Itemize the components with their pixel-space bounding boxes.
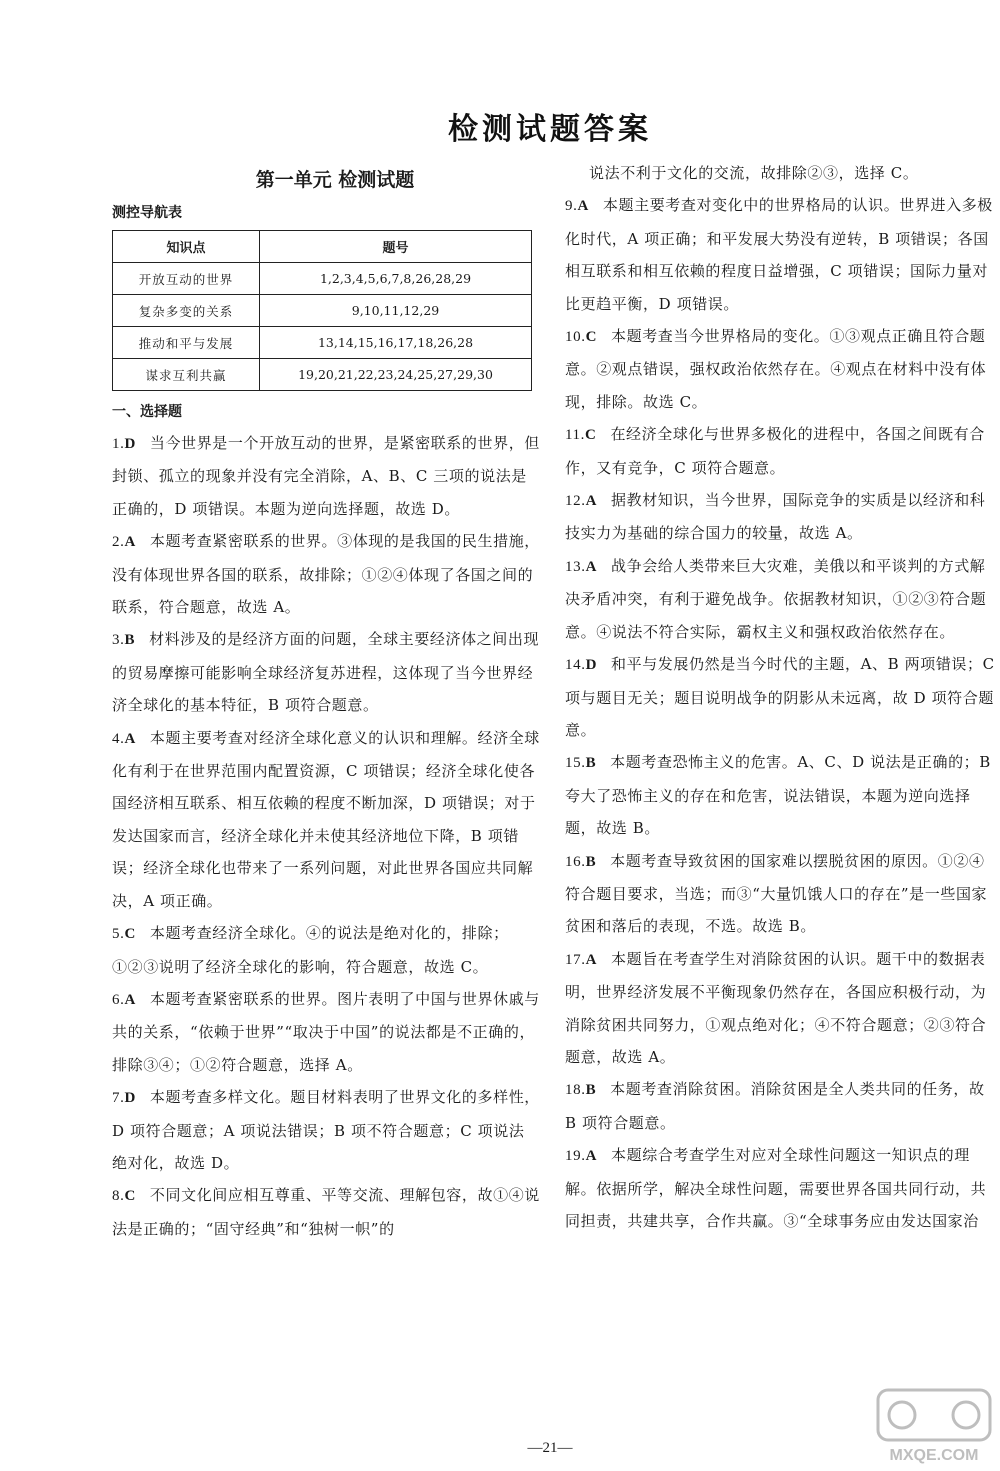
watermark-circle-shape: [953, 1402, 979, 1428]
answer-explanation: 本题主要考查对经济全球化意义的认识和理解。经济全球化有利于在世界范围内配置资源，C 项错误；经济全球化使各国经济相互联系、相互依赖的程度不断加深，D 项错误；对于发达国家而言，经济全球化并未使其经济地位下降，B 项错误；经济全球化也带来了一系列问题，对此世界各国应共同解决，A 项正确。: [112, 728, 540, 910]
table-row: [113, 295, 532, 327]
answer-explanation: 本题考查当今世界格局的变化。①③观点正确且符合题意。②观点错误，强权政治依然存在。④观点在材料中没有体现，排除。故选 C。: [565, 327, 987, 411]
answer-key: A: [577, 198, 589, 215]
answer-explanation: 本题考查导致贫困的国家难以摆脱贫困的原因。①②④符合题目要求，当选；而③“大量饥饿人口的存在”是一些国家贫困和落后的表现，不选。故选 B。: [565, 851, 988, 936]
answer-key: C: [124, 926, 136, 943]
answer-item: [565, 648, 997, 746]
left-answer-list: [112, 427, 540, 1245]
table-row: [113, 359, 532, 391]
watermark-badge-shape: [878, 1390, 990, 1440]
answer-item: [112, 722, 540, 917]
nav-table-header-topic: 知识点: [113, 231, 260, 263]
answer-number: 19.: [565, 1148, 586, 1165]
answer-key: A: [585, 951, 597, 968]
answer-explanation: 本题考查恐怖主义的危害。A、C、D 说法是正确的；B 夸大了恐怖主义的存在和危害，说法错误，本题为逆向选择题，故选 B。: [565, 753, 991, 838]
answer-explanation: 本题主要考查对变化中的世界格局的认识。世界进入多极化时代，A 项正确；和平发展大势没有逆转，B 项错误；各国相互联系和相互依赖的程度日益增强，C 项错误；国际力量对比更趋平衡，D 项错误。: [565, 196, 993, 313]
answer-key: D: [585, 657, 597, 674]
answer-key: A: [124, 534, 136, 551]
table-cell-items: 1,2,3,4,5,6,7,8,26,28,29: [260, 263, 532, 295]
answer-number: 5.: [112, 926, 125, 943]
answer-number: 2.: [112, 534, 125, 551]
unit-title: 第一单元 检测试题: [255, 169, 415, 191]
answer-item: [112, 1179, 540, 1245]
section-heading: 一、选择题: [112, 404, 182, 420]
answer-item: [565, 320, 997, 418]
right-column: [565, 157, 997, 1237]
answer-item: [565, 484, 997, 550]
watermark-text: MXQE.COM: [889, 1447, 979, 1464]
answer-number: 13.: [565, 558, 586, 575]
table-cell-items: 13,14,15,16,17,18,26,28: [260, 327, 532, 359]
answer-number: 14.: [565, 657, 586, 674]
answer-key: A: [585, 493, 597, 510]
answer-item: [565, 746, 997, 844]
answer-explanation: 和平与发展仍然是当今时代的主题，A、B 两项错误；C 项与题目无关；题目说明战争的阴影从未远离，故 D 项符合题意。: [565, 655, 995, 739]
table-row: [113, 327, 532, 359]
table-cell-topic: 谋求互利共赢: [113, 359, 260, 391]
nav-table: [112, 230, 532, 391]
answer-explanation: 本题旨在考查学生对消除贫困的认识。题干中的数据表明，世界经济发展不平衡现象仍然存在，各国应积极行动，为消除贫困共同努力，①观点绝对化；④不符合题意；②③符合题意，故选 A。: [565, 949, 987, 1066]
answer-key: A: [585, 558, 597, 575]
answer-item: [112, 1081, 540, 1179]
left-column: [112, 160, 540, 1245]
answer-key: B: [585, 853, 597, 870]
table-cell-items: 9,10,11,12,29: [260, 295, 532, 327]
answer-number: 9.: [565, 198, 578, 215]
answer-number: 4.: [112, 730, 125, 747]
answer-number: 10.: [565, 329, 586, 346]
answer-item: [112, 983, 540, 1081]
table-cell-items: 19,20,21,22,23,24,25,27,29,30: [260, 359, 532, 391]
answer-explanation: 据教材知识，当今世界，国际竞争的实质是以经济和科技实力为基础的综合国力的较量，故选 A。: [565, 491, 986, 543]
answer-item: [565, 943, 997, 1074]
answer-explanation: 不同文化间应相互尊重、平等交流、理解包容，故①④说法是正确的；“固守经典”和“独树一帜”的: [112, 1186, 540, 1238]
answer-item: [112, 917, 540, 983]
answer-explanation: 本题综合考查学生对应对全球性问题这一知识点的理解。依据所学，解决全球性问题，需要世界各国共同行动，共同担责，共建共享，合作共赢。③“全球事务应由发达国家治: [565, 1146, 987, 1230]
answer-explanation: 本题考查紧密联系的世界。③体现的是我国的民生措施，没有体现世界各国的联系，故排除；①②④体现了各国之间的联系，符合题意，故选 A。: [112, 532, 540, 617]
answer-item: [565, 418, 997, 484]
answer-item: [565, 189, 997, 320]
watermark-circle-shape: [889, 1402, 915, 1428]
answer-explanation: 本题考查经济全球化。④的说法是绝对化的，排除；①②③说明了经济全球化的影响，符合题意，故选 C。: [112, 924, 509, 976]
nav-table-label: 测控导航表: [112, 205, 182, 221]
answer-explanation: 材料涉及的是经济方面的问题，全球主要经济体之间出现的贸易摩擦可能影响全球经济复苏进程，这体现了当今世界经济全球化的基本特征，B 项符合题意。: [112, 630, 540, 715]
answer-item: [565, 550, 997, 648]
table-cell-topic: 开放互动的世界: [113, 263, 260, 295]
answer-key: A: [124, 991, 136, 1008]
answer-number: 11.: [565, 427, 585, 444]
continued-answer-text: 说法不利于文化的交流，故排除②③，选择 C。: [589, 164, 919, 182]
table-row: [113, 263, 532, 295]
answer-number: 16.: [565, 853, 586, 870]
answer-item: [565, 1139, 997, 1237]
answer-number: 1.: [112, 436, 125, 452]
answer-explanation: 当今世界是一个开放互动的世界，是紧密联系的世界，但封锁、孤立的现象并没有完全消除，A、B、C 三项的说法是正确的，D 项错误。本题为逆向选择题，故选 D。: [112, 434, 540, 518]
answer-explanation: 在经济全球化与世界多极化的进程中，各国之间既有合作，又有竞争，C 项符合题意。: [565, 425, 985, 477]
page-number: —21—: [527, 1440, 573, 1456]
answer-number: 18.: [565, 1082, 586, 1099]
answer-key: A: [124, 730, 136, 747]
answer-key: D: [124, 436, 136, 452]
table-cell-topic: 推动和平与发展: [113, 327, 260, 359]
answer-number: 3.: [112, 632, 125, 649]
answer-explanation: 本题考查多样文化。题目材料表明了世界文化的多样性，D 项符合题意；A 项说法错误；B 项不符合题意；C 项说法绝对化，故选 D。: [112, 1088, 540, 1172]
answer-number: 7.: [112, 1090, 125, 1107]
answer-item: [565, 1073, 997, 1139]
nav-table-header-row: [113, 231, 532, 263]
answer-key: B: [585, 1082, 597, 1099]
answer-key: B: [124, 632, 136, 649]
answer-key: C: [585, 427, 597, 444]
answer-number: 6.: [112, 991, 125, 1008]
page-title: 检测试题答案: [448, 112, 652, 147]
answer-explanation: 本题考查消除贫困。消除贫困是全人类共同的任务，故 B 项符合题意。: [565, 1080, 985, 1132]
answer-key: A: [585, 1148, 597, 1165]
table-cell-topic: 复杂多变的关系: [113, 295, 260, 327]
answer-item: [112, 427, 540, 525]
answer-key: B: [585, 755, 597, 772]
answer-key: C: [585, 329, 597, 346]
answer-key: D: [124, 1090, 136, 1107]
answer-number: 17.: [565, 951, 586, 968]
answer-explanation: 战争会给人类带来巨大灾难，美俄以和平谈判的方式解决矛盾冲突，有利于避免战争。依据教材知识，①②③符合题意。④说法不符合实际，霸权主义和强权政治依然存在。: [565, 556, 987, 641]
right-answer-list: [565, 189, 997, 1237]
nav-table-header-items: 题号: [260, 231, 532, 263]
answer-key: C: [124, 1188, 136, 1205]
answer-item: [565, 845, 997, 943]
answer-number: 15.: [565, 755, 586, 772]
answer-number: 12.: [565, 493, 586, 510]
answer-explanation: 本题考查紧密联系的世界。图片表明了中国与世界休戚与共的关系，“依赖于世界”“取决于中国”的说法都是不正确的，排除③④；①②符合题意，选择 A。: [112, 989, 540, 1074]
watermark-logo: [872, 1386, 996, 1468]
answer-item: [112, 525, 540, 623]
answer-item: [112, 623, 540, 721]
answer-number: 8.: [112, 1188, 125, 1205]
